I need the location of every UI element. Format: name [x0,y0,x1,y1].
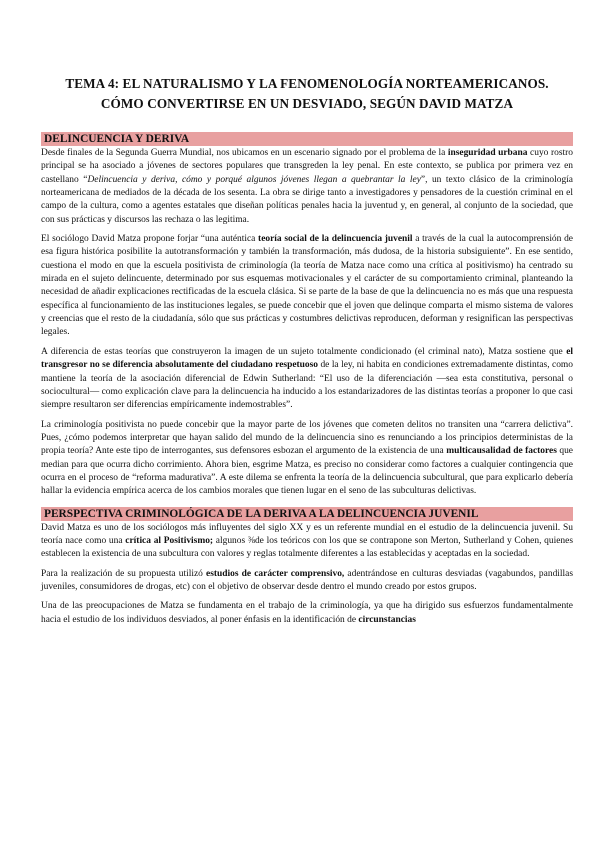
text-run: La criminología positivista no puede concebir que la mayor parte de los jóvenes que cometen delitos no transiten una “carrera delictiva”. Pues, ¿cómo podemos interpretar que hayan salido del mundo de la delincuencia sino es renunciando a los principios deterministas de la propia teoría? Ante este tipo de interrogantes, sus defensores esbozan el argumento de la existencia de una [41,419,573,457]
paragraph [41,522,573,562]
text-run: A diferencia de estas teorías que construyeron la imagen de un sujeto totalmente condicionado (el criminal nato), Matza sostiene que [41,346,567,357]
paragraph [41,419,573,499]
emphasis-italic: Delincuencia y deriva, cómo y porqué algunos jóvenes llegan a quebrantar la ley [87,174,421,185]
text-run: Desde finales de la Segunda Guerra Mundial, nos ubicamos en un escenario signado por el problema de la [41,148,448,158]
paragraph [41,346,573,413]
text-run: ”, un texto clásico de la criminología norteamericana de mediados de la década de los sesenta. La obra se dirige tanto a investigadores y pensadores de la cuestión criminal en el campo de la cultura, como a agentes estatales que diseñan políticas penales hacia la juventud y, en general, al conjunto de la sociedad, que con sus prácticas y discursos las rechaza o las legitima. [41,174,573,225]
text-run: cuyo rostro principal se ha asociado a jóvenes de sectores populares que transgreden la ley penal. En este contexto, se publica por primera vez en castellano “ [41,148,573,185]
emphasis-bold: estudios de carácter comprensivo, [206,568,345,579]
text-run: David Matza es uno de los sociólogos más influyentes del siglo XX y es un referente mundial en el estudio de la delincuencia juvenil. Su teoría nace como una [41,522,573,546]
document-title [41,74,573,114]
text-run: de la ley, ni habita en condiciones extremadamente distintas, como mantiene la teoría de la asociación diferencial de Edwin Sutherland: “El uso de la diferenciación —sea esta constitutiva, personal o sociocultural— como explicación clave para la delincuencia ha inducido a los estandarizadores de las distintas teorías a proponer lo que casi siempre resultaron ser diferencias empíricamente indemostrables”. [41,360,573,411]
emphasis-bold: inseguridad urbana [447,148,528,158]
emphasis-bold: multicausalidad de factores [446,446,557,457]
emphasis-bold: teoría social de la delincuencia juvenil [258,234,413,245]
section-heading: DELINCUENCIA Y DERIVA [41,132,573,146]
text-run: Una de las preocupaciones de Matza se fundamenta en el trabajo de la criminología, ya que ha dirigido sus esfuerzos fundamentalmente hacia el estudio de los individuos desviados, al poner énfasis en la identificación de [41,601,573,625]
emphasis-bold: crítica al Positivismo; [125,535,214,546]
section-heading: PERSPECTIVA CRIMINOLÓGICA DE LA DERIVA A LA DELINCUENCIA JUVENIL [41,507,573,521]
text-run: El sociólogo David Matza propone forjar “una auténtica [41,234,259,245]
emphasis-bold: circunstancias [358,614,416,625]
text-run: Para la realización de su propuesta utilizó [41,568,207,579]
text-run: algunos ⅜de los teóricos con los que se contrapone son Merton, Sutherland y Cohen, quienes establecen la existencia de una subcultura con valores y reglas totalmente diferentes a las establecidas y aceptadas en la sociedad. [41,535,573,560]
section-perspectiva-criminologica [41,507,573,627]
section-delincuencia-y-deriva [41,132,573,499]
text-run: adentrándose en culturas desviadas (vagabundos, pandillas juveniles, consumidores de drogas, etc) con el objetivo de observar desde dentro el mundo creado por estos grupos. [41,568,574,592]
paragraph [41,568,573,595]
emphasis-bold: el transgresor no se diferencia absolutamente del ciudadano respetuoso [41,346,573,371]
title-line-1: TEMA 4: EL NATURALISMO Y LA FENOMENOLOGÍA NORTEAMERICANOS. [65,76,549,91]
paragraph [41,233,573,340]
title-line-2: CÓMO CONVERTIRSE EN UN DESVIADO, SEGÚN DAVID MATZA [100,96,514,111]
text-run: a través de la cual la autocomprensión de esa figura histórica posibilite la autotransformación y también la transformación, más dudosa, de la historia subsiguiente”. En ese sentido, cuestiona el modo en que la escuela positivista de criminología (la teoría de Matza nace como una crítica al positivismo) ha centrado su mirada en el sujeto delincuente, determinado por sus esquemas motivacionales y el carácter de su comportamiento criminal, planteando la necesidad de añadir explicaciones rectificadas de la escuela clásica. Si se parte de la base de que la delincuencia no es más que una respuesta específica al funcionamiento de las instituciones legales, se puede concebir que el joven que delinque comparta el mismo sistema de valores y creencias que el resto de la ciudadanía, sólo que sus prácticas y costumbres delictivas reproducen, deforman y resignifican las perspectivas legales. [41,234,573,338]
paragraph [41,147,573,227]
paragraph [41,600,573,627]
text-run: que median para que ocurra dicho corrimiento. Ahora bien, esgrime Matza, es preciso no considerar como factores a cualquier contingencia que ocurra en el proceso de “reforma madurativa”. A este dilema se enfrenta la teoría de la delincuencia subcultural, que para explicarlo debería hallar la evidencia empírica acerca de los cambios morales que tienen lugar en el seno de las subculturas delictivas. [41,446,573,497]
